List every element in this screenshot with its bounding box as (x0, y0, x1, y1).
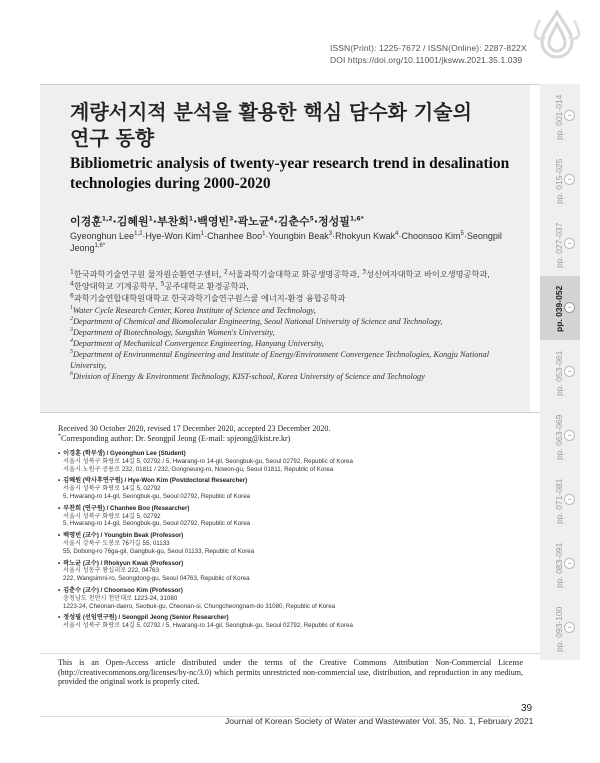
tab-marker-icon (564, 558, 575, 569)
affiliation-text: Water Cycle Research Center, Korea Institute of Science and Technology, (73, 306, 316, 315)
corresponding-author: *Corresponding author: Dr. Seongpil Jeong (E-mail: spjeong@kist.re.kr) (58, 432, 291, 443)
affiliation-text: 성신여자대학교 바이오생명공학과, (366, 269, 490, 279)
doi-link[interactable]: DOI https://doi.org/10.11001/jksww.2021.35.1.039 (330, 55, 523, 65)
affiliation-marker: 1 (70, 305, 73, 312)
affiliation-marker: 4 (70, 338, 73, 345)
affiliation-line-en (70, 305, 525, 316)
sidebar-tab-label: pp. 015-025 (554, 158, 564, 204)
affiliations-korean (70, 268, 525, 304)
sidebar-tab-label: pp. 063-069 (554, 414, 564, 460)
author-name: Choonsoo Kim (401, 231, 461, 241)
author-name: 부찬희 (156, 215, 189, 228)
authors-english: Gyeonghun Lee$^{1,2}$·Hye-Won Kim$^1$·Chanhee Boo$^1$·Youngbin Beak$^3$·Rhokyun Kwak$^4$·Choonsoo Kim$^5$·Seongpil Jeong$^{1,6*}$ (70, 231, 502, 253)
contact-address-line: 1223-24, Cheonan-daero, Seobuk-gu, Cheonan-si, Chungcheongnam-do 31080, Republic of Korea (63, 602, 336, 610)
tab-marker-icon (564, 302, 575, 313)
affiliation-marker: 3 (70, 327, 73, 334)
author-name: 김춘수 (277, 215, 310, 228)
author-name: Chanhee Boo (207, 231, 263, 241)
sidebar-tab-label: pp. 001-014 (554, 94, 564, 140)
contact-entry (58, 477, 523, 500)
author-affiliation-marker: 4 (269, 215, 274, 223)
authors-korean: 이경훈$^{1,2}$·김혜원$^1$·부찬희$^1$·백영빈$^3$·곽노균$^4$·김춘수$^5$·정성필$^{1,6*}$ (70, 215, 364, 228)
journal-logo-icon (532, 10, 582, 60)
author-name: 김혜원 (116, 215, 149, 228)
affiliation-marker: 1 (70, 268, 74, 276)
contact-entry (58, 532, 523, 555)
contact-address-line: 5, Hwarang-ro 14-gil, Seongbuk-gu, Seoul 02792, Republic of Korea (63, 492, 251, 500)
author-affiliation-marker: 1 (200, 231, 205, 237)
contact-address-line: 서울시 성북구 화랑로 14길 5, 02792 (63, 512, 161, 520)
author-affiliation-marker: 3 (229, 215, 234, 223)
author-name: Seongpil Jeong (70, 231, 502, 253)
affiliation-line-en (70, 327, 525, 338)
contact-name: • 백영빈 (교수) / Youngbin Beak (Professor) (58, 532, 523, 540)
author-contact-list (58, 450, 523, 634)
header-bottom-divider (40, 412, 540, 413)
title-english: Bibliometric analysis of twenty-year research trend in desalination technologies during 2000-2020 (70, 155, 510, 192)
author-affiliation-marker: 5 (309, 215, 314, 223)
affiliation-marker: 6 (70, 371, 73, 378)
contact-address-line: 서울시 노원구 공릉로 232, 01811 / 232, Gongneung-ro, Nowon-gu, Seoul 01811, Republic of Korea (63, 465, 334, 473)
author-name: 이경훈 (70, 215, 102, 228)
affiliation-text: Department of Chemical and Biomolecular Engineering, Seoul National University of Science and Technology, (73, 317, 443, 326)
sidebar-tab-label: pp. 039-052 (554, 285, 564, 332)
contact-entry (58, 450, 523, 473)
contact-name: • 정성필 (선임연구원) / Seongpil Jeong (Senior Researcher) (58, 614, 523, 622)
sidebar-tab[interactable] (540, 596, 580, 660)
contact-entry (58, 505, 523, 528)
affiliation-text: Department of Biotechnology, Sungshin Women's University, (73, 328, 275, 337)
tab-marker-icon (564, 110, 575, 121)
affiliation-text: Department of Environmental Engineering and Institute of Energy/Environment Convergence Technologies, Kongju National University, (70, 350, 490, 370)
sidebar-tab-label: pp. 083-091 (554, 542, 564, 588)
sidebar-tab[interactable] (540, 404, 580, 468)
sidebar-tab-label: pp. 053-061 (554, 350, 564, 396)
affiliation-line-en (70, 371, 525, 382)
author-name: Gyeonghun Lee (70, 231, 135, 241)
contact-name: • 김춘수 (교수) / Choonsoo Kim (Professor) (58, 587, 523, 595)
affiliation-line-en (70, 316, 525, 327)
affiliation-line-ko (70, 280, 525, 292)
sidebar-tab[interactable] (540, 148, 580, 212)
license-text: This is an Open-Access article distributed under the terms of the Creative Commons Attribution Non-Commercial License (http://creativecommons.org/licenses/by-nc/3.0) which permits unrestricted non-commercial use, distribution, and reproduction in any medium, provided the original work is properly cited. (58, 658, 523, 687)
tab-marker-icon (564, 430, 575, 441)
contact-address-line: 서울시 강북구 도봉로 76가길 55, 01133 (63, 539, 170, 547)
issn-doi-block (330, 42, 527, 66)
contact-entry (58, 587, 523, 610)
tab-marker-icon (564, 494, 575, 505)
affiliation-text: 한국과학기술연구원 물자원순환연구센터, (73, 269, 225, 279)
sidebar-tab[interactable] (540, 84, 580, 148)
sidebar-tab-label: pp. 071-081 (554, 478, 564, 524)
contact-name: • 부찬희 (연구원) / Chanhee Boo (Researcher) (58, 505, 523, 513)
contact-address-line: 55, Dobong-ro 76ga-gil, Gangbuk-gu, Seoul 01133, Republic of Korea (63, 547, 255, 555)
received-dates: Received 30 October 2020, revised 17 December 2020, accepted 23 December 2020. (58, 424, 331, 433)
contact-address-line: 5, Hwarang-ro 14-gil, Seongbuk-gu, Seoul 02792, Republic of Korea (63, 520, 251, 528)
sidebar-tab[interactable] (540, 276, 580, 340)
affiliation-marker: 2 (224, 268, 228, 276)
tab-marker-icon (564, 238, 575, 249)
contact-entry (58, 560, 523, 583)
affiliation-marker: 2 (70, 316, 73, 323)
contact-address-line: 서울시 성동구 왕십리로 222, 04763 (63, 567, 159, 575)
affiliation-marker: 3 (362, 268, 367, 276)
received-info (58, 424, 518, 443)
tab-marker-icon (564, 366, 575, 377)
sidebar-tab[interactable] (540, 532, 580, 596)
title-korean: 계량서지적 분석을 활용한 핵심 담수화 기술의 연구 동향 (70, 100, 472, 150)
affiliations-english (70, 305, 525, 382)
author-affiliation-marker: 1,2 (101, 215, 113, 223)
affiliation-text: Department of Mechanical Convergence Engineering, Hanyang University, (73, 339, 324, 348)
affiliation-marker: 5 (160, 280, 165, 288)
tab-marker-icon (564, 622, 575, 633)
affiliation-text: 한양대학교 기계공학부, (73, 281, 161, 291)
issn-text: ISSN(Print): 1225-7672 / ISSN(Online): 2287-822X (330, 43, 527, 53)
affiliation-marker: 4 (70, 280, 74, 288)
affiliation-line-en (70, 338, 525, 349)
affiliation-marker: 6 (70, 292, 74, 300)
contact-name: • 김혜원 (박사후연구원) / Hye-Won Kim (Postdoctoral Researcher) (58, 477, 523, 485)
contact-entry (58, 614, 523, 630)
contact-name: • 이경훈 (학부생) / Gyeonghun Lee (Student) (58, 450, 523, 458)
author-affiliation-marker: 3 (328, 231, 333, 237)
sidebar-tab[interactable] (540, 468, 580, 532)
affiliation-line-en (70, 349, 525, 371)
journal-footer: Journal of Korean Society of Water and Wastewater Vol. 35, No. 1, February 2021 (225, 716, 534, 726)
sidebar-tab[interactable] (540, 212, 580, 276)
affiliation-text: Division of Energy & Environment Technology, KIST-school, Korea University of Science and Technology (73, 372, 425, 381)
author-name: 백영빈 (197, 215, 230, 228)
affiliation-text: 과학기술연합대학원대학교 한국과학기술연구원스쿨 에너지-환경 융합공학과 (73, 293, 346, 303)
sidebar-tab[interactable] (540, 340, 580, 404)
issue-page-nav (540, 84, 580, 658)
license-divider (40, 653, 540, 654)
affiliation-text: 서울과학기술대학교 화공생명공학과, (227, 269, 363, 279)
affiliation-text: 공주대학교 환경공학과, (164, 281, 249, 291)
author-name: Youngbin Beak (268, 231, 329, 241)
top-divider (40, 84, 540, 85)
affiliation-line-ko (70, 268, 525, 280)
author-name: Hye-Won Kim (145, 231, 201, 241)
author-name: 정성필 (318, 215, 350, 228)
author-name: 곽노균 (237, 215, 270, 228)
contact-address-line: 222, Wangsimni-ro, Seongdong-gu, Seoul 04763, Republic of Korea (63, 575, 250, 583)
author-affiliation-marker: 1 (262, 231, 266, 237)
page-number: 39 (521, 703, 533, 714)
author-affiliation-marker: 1,6* (349, 215, 364, 223)
affiliation-line-ko (70, 292, 525, 304)
author-affiliation-marker: 1,2 (134, 231, 143, 237)
author-name: Rhokyun Kwak (335, 231, 396, 241)
sidebar-tab-label: pp. 027-037 (554, 222, 564, 268)
author-affiliation-marker: 1 (188, 215, 194, 223)
contact-name: • 곽노균 (교수) / Rhokyun Kwak (Professor) (58, 560, 523, 568)
contact-address-line: 서울시 성북구 화랑로 14길 5, 02792 (63, 485, 161, 493)
author-affiliation-marker: 1 (148, 215, 153, 223)
contact-address-line: 서울시 성북구 화랑로 14길 5, 02792 / 5, Hwarang-ro 14-gil, Seongbuk-gu, Seoul 02792, Republic of Korea (63, 622, 353, 630)
affiliation-marker: 5 (70, 349, 73, 356)
contact-address-line: 서울시 성북구 화랑로 14길 5, 02792 / 5, Hwarang-ro 14-gil, Seongbuk-gu, Seoul 02792, Republic of Korea (63, 457, 353, 465)
author-affiliation-marker: 1,6* (94, 243, 106, 249)
author-affiliation-marker: 5 (460, 231, 464, 237)
author-affiliation-marker: 4 (395, 231, 399, 237)
contact-address-line: 충청남도 천안시 천안대로 1223-24, 31080 (63, 594, 178, 602)
sidebar-tab-label: pp. 093-100 (554, 606, 564, 652)
tab-marker-icon (564, 174, 575, 185)
